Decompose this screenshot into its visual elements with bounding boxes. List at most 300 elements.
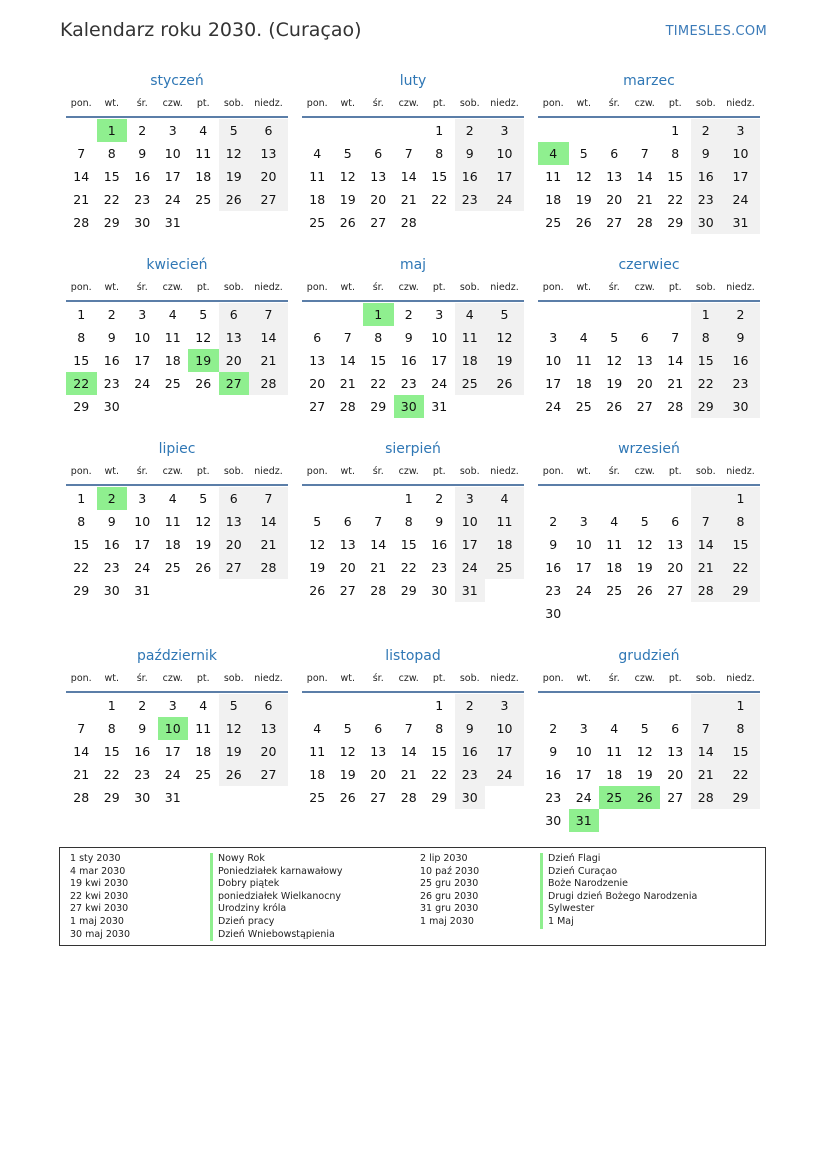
day-cell[interactable]: 13 bbox=[249, 717, 288, 740]
day-cell[interactable]: 17 bbox=[134, 537, 151, 552]
day-cell[interactable]: 28 bbox=[636, 215, 653, 230]
day-cell[interactable]: 9 bbox=[107, 514, 116, 529]
day-cell[interactable]: 30 bbox=[394, 395, 425, 418]
day-cell[interactable]: 7 bbox=[343, 330, 352, 345]
day-cell[interactable]: 7 bbox=[691, 717, 722, 740]
day-cell[interactable]: 6 bbox=[219, 487, 250, 510]
day-cell[interactable]: 16 bbox=[400, 353, 417, 368]
day-cell[interactable]: 19 bbox=[575, 192, 592, 207]
day-cell[interactable]: 1 bbox=[77, 491, 86, 506]
day-cell[interactable]: 24 bbox=[545, 399, 562, 414]
day-cell[interactable]: 14 bbox=[73, 169, 90, 184]
day-cell[interactable]: 22 bbox=[400, 560, 417, 575]
day-cell[interactable]: 29 bbox=[691, 395, 722, 418]
day-cell[interactable]: 24 bbox=[721, 188, 760, 211]
day-cell[interactable]: 2 bbox=[455, 694, 486, 717]
day-cell[interactable]: 21 bbox=[339, 376, 356, 391]
day-cell[interactable]: 7 bbox=[404, 721, 413, 736]
day-cell[interactable]: 1 bbox=[363, 303, 394, 326]
day-cell[interactable]: 12 bbox=[636, 537, 653, 552]
day-cell[interactable]: 6 bbox=[671, 721, 680, 736]
day-cell[interactable]: 7 bbox=[404, 146, 413, 161]
day-cell[interactable]: 9 bbox=[138, 146, 147, 161]
day-cell[interactable]: 21 bbox=[249, 349, 288, 372]
day-cell[interactable]: 1 bbox=[77, 307, 86, 322]
day-cell[interactable]: 31 bbox=[569, 809, 600, 832]
day-cell[interactable]: 7 bbox=[249, 303, 288, 326]
day-cell[interactable]: 11 bbox=[485, 510, 524, 533]
day-cell[interactable]: 17 bbox=[164, 169, 181, 184]
day-cell[interactable]: 17 bbox=[164, 744, 181, 759]
day-cell[interactable]: 8 bbox=[691, 326, 722, 349]
day-cell[interactable]: 4 bbox=[199, 123, 208, 138]
day-cell[interactable]: 13 bbox=[339, 537, 356, 552]
day-cell[interactable]: 9 bbox=[435, 514, 444, 529]
day-cell[interactable]: 18 bbox=[606, 560, 623, 575]
day-cell[interactable]: 27 bbox=[370, 215, 387, 230]
day-cell[interactable]: 7 bbox=[691, 510, 722, 533]
day-cell[interactable]: 5 bbox=[343, 146, 352, 161]
day-cell[interactable]: 19 bbox=[219, 740, 250, 763]
day-cell[interactable]: 19 bbox=[636, 767, 653, 782]
day-cell[interactable]: 25 bbox=[599, 786, 630, 809]
day-cell[interactable]: 17 bbox=[721, 165, 760, 188]
day-cell[interactable]: 4 bbox=[579, 330, 588, 345]
day-cell[interactable]: 15 bbox=[721, 533, 760, 556]
day-cell[interactable]: 6 bbox=[671, 514, 680, 529]
day-cell[interactable]: 17 bbox=[575, 560, 592, 575]
day-cell[interactable]: 15 bbox=[103, 169, 120, 184]
day-cell[interactable]: 14 bbox=[691, 533, 722, 556]
day-cell[interactable]: 27 bbox=[667, 583, 684, 598]
day-cell[interactable]: 26 bbox=[636, 583, 653, 598]
day-cell[interactable]: 3 bbox=[579, 721, 588, 736]
day-cell[interactable]: 18 bbox=[455, 349, 486, 372]
day-cell[interactable]: 10 bbox=[134, 330, 151, 345]
day-cell[interactable]: 7 bbox=[77, 146, 86, 161]
day-cell[interactable]: 20 bbox=[667, 560, 684, 575]
day-cell[interactable]: 27 bbox=[309, 399, 326, 414]
day-cell[interactable]: 2 bbox=[404, 307, 413, 322]
day-cell[interactable]: 8 bbox=[77, 330, 86, 345]
day-cell[interactable]: 20 bbox=[370, 192, 387, 207]
day-cell[interactable]: 17 bbox=[485, 740, 524, 763]
day-cell[interactable]: 15 bbox=[431, 744, 448, 759]
day-cell[interactable]: 28 bbox=[249, 372, 288, 395]
day-cell[interactable]: 12 bbox=[485, 326, 524, 349]
day-cell[interactable]: 27 bbox=[219, 556, 250, 579]
day-cell[interactable]: 24 bbox=[164, 767, 181, 782]
day-cell[interactable]: 26 bbox=[606, 399, 623, 414]
day-cell[interactable]: 5 bbox=[485, 303, 524, 326]
day-cell[interactable]: 11 bbox=[164, 330, 181, 345]
day-cell[interactable]: 8 bbox=[107, 146, 116, 161]
day-cell[interactable]: 10 bbox=[575, 537, 592, 552]
day-cell[interactable]: 18 bbox=[195, 744, 212, 759]
day-cell[interactable]: 9 bbox=[455, 142, 486, 165]
day-cell[interactable]: 10 bbox=[485, 142, 524, 165]
day-cell[interactable]: 5 bbox=[219, 694, 250, 717]
day-cell[interactable]: 18 bbox=[309, 767, 326, 782]
day-cell[interactable]: 28 bbox=[73, 790, 90, 805]
day-cell[interactable]: 24 bbox=[575, 790, 592, 805]
day-cell[interactable]: 26 bbox=[309, 583, 326, 598]
day-cell[interactable]: 17 bbox=[455, 533, 486, 556]
day-cell[interactable]: 16 bbox=[103, 353, 120, 368]
day-cell[interactable]: 7 bbox=[77, 721, 86, 736]
day-cell[interactable]: 13 bbox=[667, 744, 684, 759]
day-cell[interactable]: 25 bbox=[606, 583, 623, 598]
day-cell[interactable]: 18 bbox=[164, 353, 181, 368]
day-cell[interactable]: 3 bbox=[138, 491, 147, 506]
day-cell[interactable]: 15 bbox=[667, 169, 684, 184]
day-cell[interactable]: 21 bbox=[636, 192, 653, 207]
day-cell[interactable]: 19 bbox=[219, 165, 250, 188]
day-cell[interactable]: 6 bbox=[249, 119, 288, 142]
day-cell[interactable]: 9 bbox=[455, 717, 486, 740]
day-cell[interactable]: 13 bbox=[636, 353, 653, 368]
day-cell[interactable]: 15 bbox=[73, 537, 90, 552]
day-cell[interactable]: 23 bbox=[691, 188, 722, 211]
day-cell[interactable]: 10 bbox=[455, 510, 486, 533]
day-cell[interactable]: 14 bbox=[370, 537, 387, 552]
day-cell[interactable]: 12 bbox=[606, 353, 623, 368]
day-cell[interactable]: 9 bbox=[404, 330, 413, 345]
day-cell[interactable]: 23 bbox=[721, 372, 760, 395]
day-cell[interactable]: 31 bbox=[721, 211, 760, 234]
day-cell[interactable]: 29 bbox=[721, 786, 760, 809]
day-cell[interactable]: 29 bbox=[721, 579, 760, 602]
day-cell[interactable]: 17 bbox=[134, 353, 151, 368]
day-cell[interactable]: 8 bbox=[435, 146, 444, 161]
day-cell[interactable]: 23 bbox=[455, 188, 486, 211]
day-cell[interactable]: 28 bbox=[691, 786, 722, 809]
day-cell[interactable]: 12 bbox=[339, 744, 356, 759]
day-cell[interactable]: 5 bbox=[199, 491, 208, 506]
day-cell[interactable]: 10 bbox=[545, 353, 562, 368]
day-cell[interactable]: 12 bbox=[575, 169, 592, 184]
day-cell[interactable]: 20 bbox=[219, 533, 250, 556]
day-cell[interactable]: 24 bbox=[134, 560, 151, 575]
day-cell[interactable]: 30 bbox=[545, 606, 562, 621]
day-cell[interactable]: 15 bbox=[73, 353, 90, 368]
day-cell[interactable]: 27 bbox=[636, 399, 653, 414]
day-cell[interactable]: 4 bbox=[455, 303, 486, 326]
day-cell[interactable]: 7 bbox=[640, 146, 649, 161]
day-cell[interactable]: 15 bbox=[721, 740, 760, 763]
day-cell[interactable]: 12 bbox=[195, 514, 212, 529]
day-cell[interactable]: 21 bbox=[667, 376, 684, 391]
day-cell[interactable]: 8 bbox=[77, 514, 86, 529]
day-cell[interactable]: 30 bbox=[455, 786, 486, 809]
day-cell[interactable]: 1 bbox=[671, 123, 680, 138]
day-cell[interactable]: 11 bbox=[545, 169, 562, 184]
day-cell[interactable]: 22 bbox=[431, 192, 448, 207]
day-cell[interactable]: 8 bbox=[435, 721, 444, 736]
day-cell[interactable]: 26 bbox=[195, 560, 212, 575]
day-cell[interactable]: 27 bbox=[249, 188, 288, 211]
day-cell[interactable]: 20 bbox=[249, 165, 288, 188]
day-cell[interactable]: 29 bbox=[431, 790, 448, 805]
day-cell[interactable]: 23 bbox=[545, 583, 562, 598]
day-cell[interactable]: 23 bbox=[103, 376, 120, 391]
day-cell[interactable]: 12 bbox=[339, 169, 356, 184]
day-cell[interactable]: 20 bbox=[249, 740, 288, 763]
day-cell[interactable]: 30 bbox=[134, 790, 151, 805]
day-cell[interactable]: 11 bbox=[164, 514, 181, 529]
day-cell[interactable]: 16 bbox=[431, 537, 448, 552]
day-cell[interactable]: 28 bbox=[667, 399, 684, 414]
day-cell[interactable]: 29 bbox=[400, 583, 417, 598]
day-cell[interactable]: 20 bbox=[370, 767, 387, 782]
day-cell[interactable]: 25 bbox=[164, 376, 181, 391]
day-cell[interactable]: 4 bbox=[168, 307, 177, 322]
day-cell[interactable]: 11 bbox=[309, 169, 326, 184]
day-cell[interactable]: 14 bbox=[667, 353, 684, 368]
day-cell[interactable]: 14 bbox=[249, 326, 288, 349]
day-cell[interactable]: 4 bbox=[199, 698, 208, 713]
day-cell[interactable]: 24 bbox=[164, 192, 181, 207]
day-cell[interactable]: 26 bbox=[630, 786, 661, 809]
day-cell[interactable]: 28 bbox=[249, 556, 288, 579]
day-cell[interactable]: 16 bbox=[134, 169, 151, 184]
day-cell[interactable]: 19 bbox=[485, 349, 524, 372]
day-cell[interactable]: 8 bbox=[107, 721, 116, 736]
day-cell[interactable]: 10 bbox=[134, 514, 151, 529]
day-cell[interactable]: 31 bbox=[164, 215, 181, 230]
day-cell[interactable]: 24 bbox=[455, 556, 486, 579]
day-cell[interactable]: 19 bbox=[606, 376, 623, 391]
day-cell[interactable]: 2 bbox=[549, 721, 558, 736]
day-cell[interactable]: 30 bbox=[431, 583, 448, 598]
day-cell[interactable]: 26 bbox=[219, 188, 250, 211]
day-cell[interactable]: 5 bbox=[313, 514, 322, 529]
day-cell[interactable]: 7 bbox=[671, 330, 680, 345]
day-cell[interactable]: 14 bbox=[691, 740, 722, 763]
day-cell[interactable]: 27 bbox=[219, 372, 250, 395]
day-cell[interactable]: 13 bbox=[249, 142, 288, 165]
day-cell[interactable]: 20 bbox=[636, 376, 653, 391]
day-cell[interactable]: 13 bbox=[219, 326, 250, 349]
day-cell[interactable]: 3 bbox=[455, 487, 486, 510]
day-cell[interactable]: 30 bbox=[721, 395, 760, 418]
day-cell[interactable]: 6 bbox=[313, 330, 322, 345]
day-cell[interactable]: 30 bbox=[545, 813, 562, 828]
day-cell[interactable]: 8 bbox=[671, 146, 680, 161]
day-cell[interactable]: 29 bbox=[103, 215, 120, 230]
day-cell[interactable]: 9 bbox=[721, 326, 760, 349]
day-cell[interactable]: 3 bbox=[721, 119, 760, 142]
day-cell[interactable]: 16 bbox=[721, 349, 760, 372]
day-cell[interactable]: 14 bbox=[339, 353, 356, 368]
day-cell[interactable]: 12 bbox=[636, 744, 653, 759]
day-cell[interactable]: 22 bbox=[73, 560, 90, 575]
day-cell[interactable]: 12 bbox=[219, 142, 250, 165]
day-cell[interactable]: 16 bbox=[455, 740, 486, 763]
day-cell[interactable]: 4 bbox=[610, 721, 619, 736]
day-cell[interactable]: 3 bbox=[435, 307, 444, 322]
day-cell[interactable]: 6 bbox=[219, 303, 250, 326]
day-cell[interactable]: 20 bbox=[339, 560, 356, 575]
day-cell[interactable]: 18 bbox=[606, 767, 623, 782]
day-cell[interactable]: 10 bbox=[575, 744, 592, 759]
day-cell[interactable]: 25 bbox=[195, 767, 212, 782]
day-cell[interactable]: 4 bbox=[610, 514, 619, 529]
day-cell[interactable]: 7 bbox=[374, 514, 383, 529]
day-cell[interactable]: 6 bbox=[374, 146, 383, 161]
day-cell[interactable]: 1 bbox=[721, 487, 760, 510]
day-cell[interactable]: 25 bbox=[309, 790, 326, 805]
day-cell[interactable]: 8 bbox=[721, 717, 760, 740]
day-cell[interactable]: 29 bbox=[73, 399, 90, 414]
day-cell[interactable]: 5 bbox=[640, 514, 649, 529]
day-cell[interactable]: 6 bbox=[374, 721, 383, 736]
day-cell[interactable]: 21 bbox=[73, 192, 90, 207]
day-cell[interactable]: 21 bbox=[400, 192, 417, 207]
day-cell[interactable]: 23 bbox=[400, 376, 417, 391]
day-cell[interactable]: 2 bbox=[455, 119, 486, 142]
day-cell[interactable]: 1 bbox=[435, 123, 444, 138]
day-cell[interactable]: 29 bbox=[103, 790, 120, 805]
day-cell[interactable]: 21 bbox=[691, 556, 722, 579]
day-cell[interactable]: 17 bbox=[575, 767, 592, 782]
day-cell[interactable]: 6 bbox=[343, 514, 352, 529]
day-cell[interactable]: 5 bbox=[640, 721, 649, 736]
day-cell[interactable]: 19 bbox=[339, 767, 356, 782]
day-cell[interactable]: 12 bbox=[195, 330, 212, 345]
day-cell[interactable]: 25 bbox=[195, 192, 212, 207]
day-cell[interactable]: 27 bbox=[249, 763, 288, 786]
day-cell[interactable]: 14 bbox=[249, 510, 288, 533]
day-cell[interactable]: 11 bbox=[455, 326, 486, 349]
day-cell[interactable]: 3 bbox=[168, 698, 177, 713]
day-cell[interactable]: 13 bbox=[370, 744, 387, 759]
day-cell[interactable]: 2 bbox=[721, 303, 760, 326]
day-cell[interactable]: 3 bbox=[485, 119, 524, 142]
day-cell[interactable]: 15 bbox=[431, 169, 448, 184]
day-cell[interactable]: 7 bbox=[249, 487, 288, 510]
day-cell[interactable]: 5 bbox=[219, 119, 250, 142]
day-cell[interactable]: 20 bbox=[219, 349, 250, 372]
day-cell[interactable]: 21 bbox=[73, 767, 90, 782]
day-cell[interactable]: 17 bbox=[431, 353, 448, 368]
day-cell[interactable]: 15 bbox=[370, 353, 387, 368]
day-cell[interactable]: 14 bbox=[400, 744, 417, 759]
day-cell[interactable]: 11 bbox=[309, 744, 326, 759]
day-cell[interactable]: 5 bbox=[610, 330, 619, 345]
day-cell[interactable]: 24 bbox=[134, 376, 151, 391]
day-cell[interactable]: 10 bbox=[158, 717, 189, 740]
day-cell[interactable]: 22 bbox=[721, 763, 760, 786]
day-cell[interactable]: 3 bbox=[579, 514, 588, 529]
day-cell[interactable]: 13 bbox=[606, 169, 623, 184]
day-cell[interactable]: 25 bbox=[309, 215, 326, 230]
day-cell[interactable]: 22 bbox=[667, 192, 684, 207]
day-cell[interactable]: 9 bbox=[107, 330, 116, 345]
day-cell[interactable]: 14 bbox=[636, 169, 653, 184]
day-cell[interactable]: 8 bbox=[404, 514, 413, 529]
day-cell[interactable]: 22 bbox=[431, 767, 448, 782]
day-cell[interactable]: 29 bbox=[370, 399, 387, 414]
day-cell[interactable]: 15 bbox=[400, 537, 417, 552]
day-cell[interactable]: 26 bbox=[219, 763, 250, 786]
day-cell[interactable]: 9 bbox=[549, 537, 558, 552]
day-cell[interactable]: 4 bbox=[168, 491, 177, 506]
day-cell[interactable]: 14 bbox=[73, 744, 90, 759]
day-cell[interactable]: 4 bbox=[538, 142, 569, 165]
day-cell[interactable]: 16 bbox=[455, 165, 486, 188]
day-cell[interactable]: 18 bbox=[164, 537, 181, 552]
day-cell[interactable]: 11 bbox=[606, 537, 623, 552]
day-cell[interactable]: 23 bbox=[431, 560, 448, 575]
day-cell[interactable]: 28 bbox=[691, 579, 722, 602]
day-cell[interactable]: 10 bbox=[721, 142, 760, 165]
day-cell[interactable]: 30 bbox=[691, 211, 722, 234]
day-cell[interactable]: 17 bbox=[545, 376, 562, 391]
day-cell[interactable]: 25 bbox=[575, 399, 592, 414]
day-cell[interactable]: 15 bbox=[103, 744, 120, 759]
day-cell[interactable]: 23 bbox=[103, 560, 120, 575]
day-cell[interactable]: 27 bbox=[370, 790, 387, 805]
day-cell[interactable]: 22 bbox=[103, 767, 120, 782]
day-cell[interactable]: 23 bbox=[134, 192, 151, 207]
day-cell[interactable]: 26 bbox=[485, 372, 524, 395]
day-cell[interactable]: 21 bbox=[249, 533, 288, 556]
day-cell[interactable]: 18 bbox=[545, 192, 562, 207]
day-cell[interactable]: 19 bbox=[636, 560, 653, 575]
day-cell[interactable]: 22 bbox=[370, 376, 387, 391]
day-cell[interactable]: 21 bbox=[400, 767, 417, 782]
day-cell[interactable]: 27 bbox=[667, 790, 684, 805]
day-cell[interactable]: 2 bbox=[97, 487, 128, 510]
day-cell[interactable]: 2 bbox=[435, 491, 444, 506]
day-cell[interactable]: 19 bbox=[309, 560, 326, 575]
day-cell[interactable]: 2 bbox=[691, 119, 722, 142]
day-cell[interactable]: 28 bbox=[370, 583, 387, 598]
day-cell[interactable]: 25 bbox=[455, 372, 486, 395]
day-cell[interactable]: 25 bbox=[164, 560, 181, 575]
day-cell[interactable]: 2 bbox=[138, 123, 147, 138]
day-cell[interactable]: 13 bbox=[667, 537, 684, 552]
day-cell[interactable]: 23 bbox=[455, 763, 486, 786]
day-cell[interactable]: 21 bbox=[370, 560, 387, 575]
day-cell[interactable]: 8 bbox=[374, 330, 383, 345]
day-cell[interactable]: 8 bbox=[721, 510, 760, 533]
day-cell[interactable]: 14 bbox=[400, 169, 417, 184]
day-cell[interactable]: 27 bbox=[339, 583, 356, 598]
day-cell[interactable]: 4 bbox=[485, 487, 524, 510]
day-cell[interactable]: 24 bbox=[575, 583, 592, 598]
day-cell[interactable]: 31 bbox=[164, 790, 181, 805]
day-cell[interactable]: 22 bbox=[691, 372, 722, 395]
day-cell[interactable]: 23 bbox=[545, 790, 562, 805]
day-cell[interactable]: 24 bbox=[485, 188, 524, 211]
day-cell[interactable]: 18 bbox=[309, 192, 326, 207]
day-cell[interactable]: 5 bbox=[579, 146, 588, 161]
day-cell[interactable]: 16 bbox=[103, 537, 120, 552]
day-cell[interactable]: 1 bbox=[97, 119, 128, 142]
day-cell[interactable]: 3 bbox=[485, 694, 524, 717]
day-cell[interactable]: 10 bbox=[431, 330, 448, 345]
day-cell[interactable]: 6 bbox=[640, 330, 649, 345]
day-cell[interactable]: 30 bbox=[134, 215, 151, 230]
day-cell[interactable]: 22 bbox=[721, 556, 760, 579]
day-cell[interactable]: 26 bbox=[339, 790, 356, 805]
day-cell[interactable]: 24 bbox=[431, 376, 448, 391]
day-cell[interactable]: 22 bbox=[66, 372, 97, 395]
day-cell[interactable]: 28 bbox=[339, 399, 356, 414]
day-cell[interactable]: 10 bbox=[164, 146, 181, 161]
